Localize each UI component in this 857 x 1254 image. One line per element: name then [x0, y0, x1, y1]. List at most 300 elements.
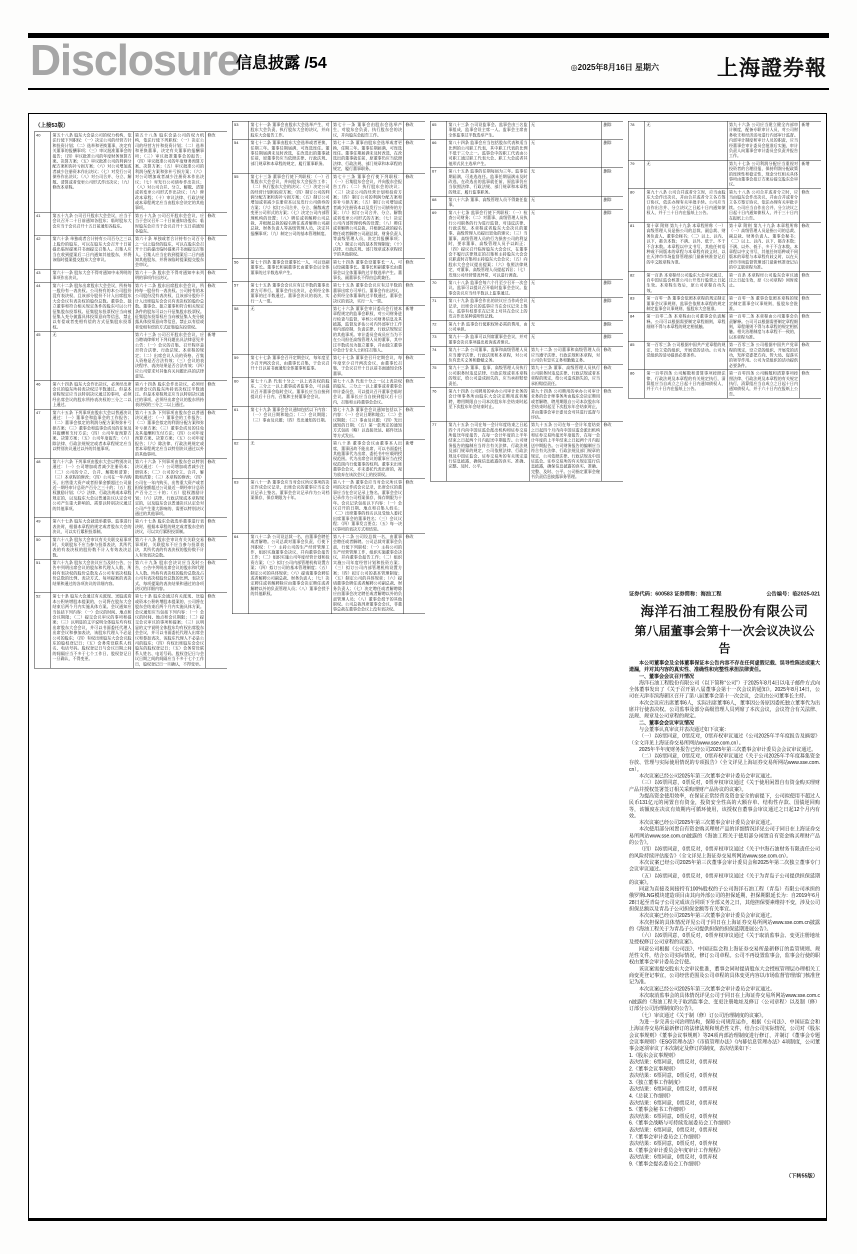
text-before-amendment: 第八十二条 公司设总裁一名，由董事会聘任或者解聘。公司总裁对董事会负责，行使下列职权：（一）主持公司的生产经营管理工作，组织实施董事会决议，并向董事会报告工作；（二）组织实施公司年度经营计划和投资方案；（三）拟订公司内部管理机构设置方案；（四）拟订公司的基本管理制度；（五）制定公司的具体规章；（六）提请董事会聘任或者解聘公司副总裁、财务负责人；（七）决定聘任或者解聘除应由董事会决定聘任或者解聘以外的负责管理人员；（八）董事会授予的其他职权。: [249, 533, 332, 613]
row-number: 48: [34, 458, 51, 518]
amendment-row: [628, 272, 821, 295]
amendment-row: [232, 305, 425, 354]
amendment-status: 修改: [206, 282, 227, 331]
company-name-title: 海洋石油工程股份有限公司: [640, 604, 809, 619]
row-number: 59: [232, 354, 249, 377]
amendment-status: 删除: [602, 196, 623, 209]
amendment-row: [34, 381, 227, 409]
amendment-row: [232, 139, 425, 173]
row-number: 49: [34, 518, 51, 536]
text-after-amendment: 第七十九条 董事会会议通知包括以下内容：（一）会议日期和地点；（二）会议期限；（三）事由及议题；（四）发出通知的日期；（五）第一款规定的通知方式包括（略）以直接送达、邮件送达等方式发出。: [333, 407, 402, 438]
amendment-status: 修改: [602, 364, 623, 387]
amendment-row: [430, 421, 623, 481]
text-before-amendment: 第九十一条 监事可以列席董事会会议，并对董事会决议事项提出质询或者建议。: [448, 334, 528, 345]
text-before-amendment: 第九十条 监事会行使职权所必需的费用，由公司承担。: [448, 321, 528, 332]
amendment-status: 修改: [206, 212, 227, 235]
announcement-paragraph: （一）以6票同意，0票反对，0票弃权审议通过《公司2025年半年度报告及摘要》（全文详见上海证券交易所网站www.sse.com.cn）。: [629, 733, 820, 746]
page-header: [28, 36, 829, 86]
text-before-amendment: 第六十条 单独或者合计持有公司百分之三以上股份的股东，可以在股东大会召开十日前提出临时提案并书面提交召集人。召集人应当在收到提案后二日内通知其他股东，并将该临时提案提交股东大会审议。: [51, 235, 134, 269]
text-before-amendment: 第一百条 本章程经公司股东大会审议通过，自中国证监会核准公司公开发行股票之日起生效。本章程生效后，原公司章程自动失效。: [646, 272, 726, 293]
announcement-title: 第八届董事会第十一次会议决议公告: [634, 624, 815, 656]
text-before-amendment: 第七十八条 代表十分之一以上表决权的股东、三分之一以上董事或者监事会，可以提议召开董事会临时会议。董事长应当自接到提议后十日内，召集和主持董事会会议。: [249, 378, 332, 406]
text-after-amendment: 第六十五条 下列事项由股东会以普通决议通过：（一）董事会的工作报告；（二）董事会拟定的利润分配方案和弥补亏损方案；（三）董事会成员的任免及其报酬和支付方法；（四）公司年度预算方案、决算方案；（五）公司年度报告；（六）除法律、行政法规规定或者本章程规定应当以特别决议通过以外的其他事项。: [135, 410, 204, 457]
text-after-amendment: 第六十八条 股东会审议有关关联交易事项时，关联股东不应当参与投票表决，其所代表的有表决权的股份数不计入有效表决总数。: [135, 537, 204, 558]
text-before-amendment: 第一百零一条 董事会依照本章程的规定制定董事会议事规则，监事会依照本章程的规定制定监事会议事规则，报股东大会批准。: [646, 296, 726, 311]
amendment-row: [430, 279, 623, 297]
text-before-amendment: 第九十八条 公司合并或者分立时，应当由股东大会作出决议，并由合并或者分立各方签订协议，依法办理有关审批手续。公司应当自作出合并、分立决议之日起十日内通知债权人，并于三十日内在报纸上公告。: [645, 189, 728, 223]
announcement-paragraph: 二、董事会会议审议情况: [639, 720, 694, 726]
amendment-row: [232, 479, 425, 533]
amendment-row: [430, 209, 623, 279]
amendment-status: 修改: [404, 259, 425, 282]
text-after-amendment: 无: [529, 139, 602, 167]
amendment-status: 修改: [404, 121, 425, 139]
amendment-row: [232, 440, 425, 479]
text-before-amendment: 无: [249, 305, 332, 354]
row-number: 52: [34, 593, 51, 668]
row-number: 51: [34, 559, 51, 593]
announcement-paragraph: 本次议案已经公司2025年第三次董事会审计委员会审议通过。: [639, 820, 776, 826]
amendment-row: [232, 282, 425, 305]
text-before-amendment: 第八十六条 董事、高级管理人员不得兼任监事。: [448, 197, 528, 208]
resolution-item-name: 7.《董事会审计委员会工作细则》: [629, 1134, 704, 1140]
amendment-status: 修改: [800, 222, 821, 271]
row-number: 60: [232, 378, 249, 406]
amendment-row: [232, 354, 425, 377]
announcement-paragraph: 本次担保的具体情况详见公司于同日在上海证券交易所网站www.sse.com.cn披露的《海油工程关于为青岛子公司提供担保的担保延期进展公告》。: [629, 919, 820, 932]
text-before-amendment: 第一百零三条 公司根据中国共产党章程的规定，设立党的组织，开展党的活动。公司为党组织的活动提供必要条件。: [645, 341, 728, 369]
stock-code-and-name: 证券代码：600583 证券简称：海油工程: [629, 591, 722, 597]
amendment-status: 修改: [404, 406, 425, 440]
resolution-vote-result: 表决结果：6票同意，0票反对，0票弃权: [629, 1113, 718, 1120]
text-before-amendment: 第七十条 股东大会通过有关派现、送股或资本公积转增股本提案的，公司将在股东大会结束后两个月内实施具体方案。会议通知应当包括下列内容：（一）会议的时间、地点和会议期限；（二）提交会议审议的事项和提案；（三）以明显的文字说明全体股东均有权出席股东大会会议，并可以书面委托代理人出席会议和参加表决，该股东代理人不必是公司的股东；（四）有权出席股东大会会议股东的股权登记日；（五）会务常设联系人姓名、电话号码。股权登记日与会议日期之间的间隔应当不多于七个工作日，股权登记日一旦确认，不得变更。: [51, 593, 134, 668]
amendment-row: [232, 378, 425, 406]
announcement-paragraph: （三）以6票同意，0票反对，0票弃权审议通过《关于使用闲置自有资金购买理财产品并授权签署签订相关采购理财产品协议的议案》。: [629, 780, 820, 793]
text-after-amendment: 无: [529, 297, 602, 320]
resolution-item-name: 3.《独立董事工作制度》: [629, 1079, 684, 1086]
announcement-number: 公告编号：临2025-021: [766, 591, 820, 597]
amendment-row: [34, 212, 227, 235]
section-title: [236, 50, 327, 73]
text-after-amendment: 第七十条 股东会通过有关派现、送股或资本公积转增股本提案的，公司将在股东会结束后两个月内实施具体方案。会议通知应当包括下列内容：（一）会议的时间、地点和会议期限；（二）提交会议审议的事项和提案；（三）以明显的文字说明全体股东均有权出席股东会会议，并可以书面委托代理人出席会议和参加表决，该股东代理人不必是公司的股东；（四）有权出席股东会会议股东的股权登记日；（五）会务常设联系人姓名、电话号码。股权登记日与会议日期之间的间隔应当不多于七个工作日，股权登记日一旦确认，不得变更。: [135, 594, 204, 667]
section-name: 信息披露: [236, 55, 301, 72]
text-after-amendment: 第六十七条 股东会就选举董事进行表决时，根据本章程的规定或者股东会的决议，可以实行累积投票制。: [135, 519, 204, 535]
text-before-amendment: 第五十九条 公司召开股东大会会议，应当于会议召开二十日前通知各股东；临时股东大会应当于会议召开十五日前通知各股东。: [51, 212, 134, 235]
text-after-amendment: 第八十一条 董事会应当对会议所议事项的决定作成会议记录，出席会议的董事应当在会议记录上签名。董事会会议记录作为公司档案保存，保存期限为十年。会议记录包括以下内容：（一）会议召开的日期、地点和召集人姓名；（二）出席董事的姓名以及受他人委托出席董事会的董事姓名；（三）会议议程；（四）董事发言要点；（五）每一决议事项的表决方式和结果。: [333, 480, 402, 532]
row-number: 57: [232, 282, 249, 305]
amendment-row: [34, 235, 227, 269]
resolution-vote-result: 表决结果：6票同意，0票反对，0票弃权: [629, 1154, 718, 1161]
row-number: 41: [34, 212, 51, 235]
row-number: 85: [628, 341, 645, 369]
amendment-status: 新增: [404, 305, 425, 354]
announcement-paragraph: 海洋石油工程股份有限公司（以下简称“公司”）于2025年8月4日以电子邮件方式向全体董事发出了《关于召开第八届董事会第十一次会议的通知》。2025年8月14日，公司在天津市滨海新区召开了第八届董事会第十一次会议，会议由公司董事长主持。: [629, 680, 820, 700]
amendment-row: [34, 331, 227, 380]
text-before-amendment: 第八十一条 董事会应当对会议所议事项的决定作成会议记录，出席会议的董事应当在会议记录上签名。董事会会议记录作为公司档案保存，保存期限为十年。: [249, 479, 332, 533]
row-number: 75: [430, 364, 447, 387]
announcement-paragraph: （六）以6票同意，0票反对，0票弃权审议通过《关于取消监事会、变更注册地址及授权修订公司章程的议案》。: [629, 933, 820, 946]
text-before-amendment: 第十章 附则 第九十九条 本章程所称（一）高级管理人员是指公司的总裁、副总裁、财务负责人、董事会秘书；（二）以上、以内、以下，都含本数；不满、以外、低于、多于不含本数。本章程以中文书写，其他任何语种或不同版本的章程与本章程有歧义时，以在天津市市场监督管理部门最新核准登记后的中文版章程为准。: [645, 222, 728, 271]
amendment-column-1: [34, 121, 227, 1207]
text-after-amendment: 第五十八条 股东会是公司的权力机构，依法行使下列职权：（一）决定公司的经营方针和投资计划；（二）选举和更换董事，决定有关董事的报酬事项；（三）审议批准董事会的报告；（四）审议批准公司的年度财务预算方案、决算方案；（五）审议批准公司的利润分配方案和弥补亏损方案；（六）对公司增加或者减少注册资本作出决议；（七）对发行公司债券作出决议；（八）对公司合并、分立、解散、清算或者变更公司形式作出决议；（九）修改本章程；（十）审议法律、行政法规或本章程规定应当由股东会决定的其他事项。: [135, 133, 204, 211]
text-after-amendment: 第八十条 董事会会议由董事本人出席，董事因故不能出席，可以书面委托其他董事代为出席，委托书中应载明授权范围。代为出席会议的董事应当在授权范围内行使董事的权利。董事未出席董事会会议，亦未委托代表出席的，视为放弃在该次会议上的投票权。: [333, 441, 402, 477]
text-after-amendment: 无: [529, 121, 602, 139]
amendment-status: 修改: [206, 593, 227, 668]
text-after-amendment: 第七十三条 董事会行使下列职权：（一）召集股东会会议，并向股东会报告工作；（二）执行股东会的决议；（三）决定公司的经营计划和投资方案；（四）制订公司的利润分配方案和弥补亏损方案；（五）制订公司增加或者减少注册资本以及发行公司债券的方案；（六）拟订公司合并、分立、解散或者变更公司形式的方案；（七）决定公司内部管理机构的设置；（八）聘任或者解聘公司总裁，并根据总裁的提名聘任或者解聘公司副总裁、财务负责人等高级管理人员，决定其报酬事项；（九）制定公司的基本管理制度；（十）法律、行政法规、部门规章或本章程授予的其他职权。: [333, 174, 402, 257]
amendment-status: 修改: [404, 354, 425, 377]
row-number: 67: [430, 168, 447, 196]
header-divider: [28, 88, 829, 90]
resolution-vote-result: 表决结果：6票同意，0票反对，0票弃权: [629, 1100, 718, 1106]
text-after-amendment: 第五十九条 公司召开股东会会议，应当于会议召开二十日前通知各股东；临时股东会应当于会议召开十五日前通知各股东。: [135, 213, 204, 234]
amendment-status: 修改: [206, 381, 227, 409]
text-after-amendment: 第六十三条 公司召开股东会会议，应当聘请律师对下列问题出具法律意见并公告：（一）会议的召集、召开程序是否符合法律、行政法规、本章程的规定；（二）出席会议人员的资格、召集人资格是否合法有效；（三）会议的表决程序、表决结果是否合法有效；（四）应公司要求对其他有关问题出具的法律意见。: [135, 332, 204, 379]
resolution-vote-result: 表决结果：6票同意，0票反对，0票弃权: [629, 1086, 718, 1093]
announcement-paragraph: 该议案需提交股东大会审议批准，董事会同时提请股东大会授权管理层办理相关工商变更登记事宜，公司经营范围及公司章程的具体变更内容以市场监督管理部门核准登记为准。: [629, 966, 820, 986]
text-after-amendment: 无: [529, 196, 602, 209]
amendment-status: 删除: [602, 168, 623, 196]
text-after-amendment: 第七十二条 董事由股东会选举或者更换，任期三年。董事任期届满，可连选连任。董事任期届满未及时改选，在改选出的董事就任前，原董事仍应当依照法律、行政法规、部门规章和本章程的规定，履行董事职务。: [333, 140, 402, 172]
announcement-paragraph: （二）以6票同意，0票反对，0票弃权审议通过《关于公司2025年半年度募集资金存放、管理与实际使用情况的专项报告》（全文详见上海证券交易所网站www.sse.com.cn）。: [629, 753, 820, 773]
amendment-status: 修改: [800, 189, 821, 223]
amendment-table-4: [628, 121, 821, 399]
amendment-row: [34, 559, 227, 593]
text-before-amendment: 第六十一条 股东大会不得对通知中未列明的事项作出决议。: [52, 270, 132, 281]
announcement-paragraph: 一、董事会会议召开情况: [639, 673, 694, 680]
row-number: 45: [34, 331, 51, 380]
text-after-amendment: 第九十七条 公司利润分配应当重视对投资者的合理回报，保持利润分配政策的连续性和稳定性，现金分红相关具体事项由董事会拟订方案后提交股东会审议。: [729, 161, 798, 187]
row-number: 56: [232, 259, 249, 282]
row-number: 84: [628, 313, 645, 341]
board-resolution-announcement: [628, 585, 821, 1179]
resolution-item-name: 9.《董事会提名委员会工作细则》: [629, 1161, 704, 1168]
amendment-row: [430, 121, 623, 139]
text-before-amendment: 第八十九条 监事会作出的决议应当作成会议记录，出席会议的监事应当在会议记录上签名。监事有权要求在记录上对其在会议上的发言作出某种说明性记载。: [448, 298, 528, 319]
disclosure-brand-title: Disclosure: [30, 36, 240, 85]
amendment-row: [430, 388, 623, 422]
text-after-amendment: 无: [529, 168, 602, 196]
amendment-status: 删除: [602, 333, 623, 346]
text-after-amendment: 第一百零一条 董事会依照本章程的规定制定董事会议事规则，报股东会批准。: [729, 296, 798, 311]
securities-code-line: [629, 590, 820, 598]
amendment-table-2: [232, 121, 425, 614]
text-after-amendment: 第九十三条 董事、高级管理人员执行公司职务时违反法律、行政法规或者本章程的规定，给公司造成损失的，应当承担赔偿责任。: [531, 365, 600, 386]
text-after-amendment: 第九十六条 公司应当建立健全内部审计制度，配备专职审计人员，对公司财务收支和经济活动进行内部审计监督。内部审计制度和审计人员的职责，应当经董事会审计委员会批准后实施，审计负责人向董事会审计委员会负责并报告工作。: [729, 122, 798, 159]
announcement-paragraph: 同意为直接及间接持有100%股权的子公司海洋石油工程（青岛）有限公司承担的俄罗斯LNG模块建造项目由其向外部公司的担保延期，担保期限延长为：自2019年6月28日起至青岛子公司完成该合同项下全部义务之日，其他担保要素维持不变，涉及公司担保总额以及青岛子公司担保金额等有关事宜。: [629, 886, 820, 912]
amendment-status: 修改: [800, 295, 821, 313]
amendment-row: [34, 593, 227, 668]
text-after-amendment: 第一百条 本章程经公司股东会审议通过之日起生效，原《公司章程》同时废止。: [727, 272, 800, 295]
amendment-status: 修改: [206, 458, 227, 518]
text-before-amendment: 第七十二条 董事由股东大会选举或者更换，任期三年。董事任期届满，可连选连任。董事任期届满未及时改选，在改选出的董事就任前，原董事仍应当依照法律、行政法规、部门规章和本章程的规定，履行董事职务。: [249, 139, 332, 173]
text-before-amendment: 无: [51, 331, 134, 380]
amendment-row: [430, 333, 623, 346]
amendment-row: [628, 160, 821, 188]
amendment-row: [34, 518, 227, 536]
text-before-amendment: 无: [645, 121, 728, 160]
text-after-amendment: 第七十五条 董事会会议应有过半数的董事出席方可举行。董事会作出决议，必须经全体董事的过半数通过。董事会决议的表决，实行一人一票。: [333, 283, 402, 304]
amendment-status: 修改: [800, 272, 821, 295]
amendment-row: [628, 222, 821, 271]
row-number: 61: [232, 406, 249, 440]
amendment-row: [430, 297, 623, 320]
row-number: 78: [628, 121, 645, 160]
row-number: 46: [34, 381, 51, 409]
amendment-status: 删除: [602, 279, 623, 297]
amendment-column-4: [628, 121, 821, 1207]
announcement-paragraph: 本次会议应出席董事6人，实际出席董事6人，董事因公务原因委托独立董事代为出席并行使表决权。公司监事及部分高级管理人员列席了本次会议，会议符合有关法律、法规、规章及公司章程的规定。: [629, 700, 820, 720]
text-after-amendment: 第一百零三条 公司根据中国共产党章程的规定，设立党的组织，开展党的活动，发挥党委把方向、管大局、促落实的领导作用。公司为党组织的活动提供必要条件。: [729, 342, 798, 368]
text-after-amendment: 第六十一条 股东会不得对通知中未列明的事项作出决议。: [135, 270, 204, 281]
text-before-amendment: 第五十八条 股东大会是公司的权力机构，依法行使下列职权：（一）决定公司的经营方针和投资计划；（二）选举和更换董事，决定有关董事的报酬事项；（三）审议批准董事会的报告；（四）审议批准公司的年度财务预算方案、决算方案；（五）审议批准公司的利润分配方案和弥补亏损方案；（六）对公司增加或者减少注册资本作出决议；（七）对发行公司债券作出决议；（八）对公司合并、分立、解散、清算或者变更公司形式作出决议；（九）修改本章程。: [51, 132, 134, 212]
amendment-row: [34, 269, 227, 282]
text-after-amendment: 第九十二条 公司董事和高级管理人员应当遵守法律、行政法规和本章程，对公司负有忠实义务和勤勉义务。: [531, 347, 600, 363]
column-layout: [29, 114, 826, 1213]
amendment-row: [430, 346, 623, 364]
text-after-amendment: 第六十二条 股东出席股东会会议，所持每一股份有一表决权。公司持有的本公司股份没有表决权，且该部分股份不计入出席股东会会议有表决权的股份总数。董事会、独立董事和符合相关规定条件的股东可以公开征集股东投票权。征集股东投票权应当向被征集人充分披露具体投票意向等信息，禁止以有偿或者变相有偿的方式征集股东投票权。: [135, 283, 204, 330]
announcement-paragraph: 本次议案已经公司2025年第三次董事会审计委员会审议通过。: [639, 773, 776, 780]
announcement-paragraph: 本次议案已经公司2025年第三次董事会审计委员会审议通过。: [639, 986, 776, 992]
resolution-vote-result: 表决结果：6票同意，0票反对，0票弃权: [629, 1073, 718, 1079]
text-before-amendment: 第八十七条 监事会行使下列职权：（一）检查公司财务；（二）对董事、高级管理人员执行公司职务的行为进行监督，对违反法律、行政法规、本章程或者股东大会决议的董事、高级管理人员提出罢免的建议；（三）当董事、高级管理人员的行为损害公司的利益时，要求董事、高级管理人员予以纠正；（四）提议召开临时股东大会会议，在董事会不履行法律规定的召集和主持股东大会会议职责时召集和主持股东大会会议；（五）向股东大会会议提出提案；（六）依照法律规定，对董事、高级管理人员提起诉讼；（七）发现公司经营情况异常，可以进行调查。: [448, 210, 528, 278]
amendment-status: 修改: [404, 533, 425, 613]
announcement-paragraph: （五）以6票同意，0票反对，0票弃权审议通过《关于为青岛子公司提供担保延期的议案》。: [629, 873, 820, 886]
amendment-status: 删除: [602, 121, 623, 139]
amendment-status: 修改: [800, 370, 821, 398]
resolution-item-name: 4.《总裁工作细则》: [629, 1093, 674, 1100]
text-after-amendment: 第一百零四条 公司解散和清算事项按照法律、行政法规及本章程的有关规定执行，清算组应当自成立之日起十日内通知债权人，并于六十日内在报纸上公告。: [729, 371, 798, 397]
row-number: 83: [628, 295, 645, 313]
announcement-body: [629, 660, 820, 1052]
text-before-amendment: 第六十七条 股东大会就选举董事、监事进行表决时，根据本章程的规定或者股东大会的决议，可以实行累积投票制。: [52, 519, 132, 535]
amendment-status: 删除: [602, 209, 623, 279]
amendment-table-4-clip: [628, 121, 821, 585]
amendment-status: 修改: [206, 559, 227, 593]
amendment-row: [628, 313, 821, 341]
row-number: 62: [232, 440, 249, 479]
amendment-row: [232, 406, 425, 440]
text-after-amendment: 第十章 附则 第九十九条 本章程所称（一）高级管理人员是指公司的总裁、副总裁、财务负责人、董事会秘书；（二）以上、以内、以下，都含本数；不满、以外、低于、多于不含本数。本章程以中文书写，其他任何语种或不同版本的章程与本章程有歧义时，以在天津市市场监督管理部门最新核准登记后的中文版章程为准。: [729, 223, 798, 270]
amendment-status: 修改: [206, 536, 227, 559]
resolution-item-name: 6.《董事会战略与可持续发展委员会工作细则》: [629, 1120, 734, 1127]
text-before-amendment: 第六十五条 下列事项由股东大会以普通决议通过：（一）董事会和监事会的工作报告；（二）董事会拟定的利润分配方案和弥补亏损方案；（三）董事会和监事会成员的任免及其报酬和支付方法；（四）公司年度预算方案、决算方案；（五）公司年度报告；（六）除法律、行政法规规定或者本章程规定应当以特别决议通过以外的其他事项。: [51, 409, 134, 458]
text-before-amendment: 第七十四条 董事会设董事长一人，可以设副董事长。董事长和副董事长由董事会以全体董事的过半数选举产生。: [249, 259, 332, 282]
content-frame: [28, 113, 827, 1221]
amendment-status: 修改: [602, 421, 623, 481]
amendment-table-3: [430, 121, 623, 481]
text-before-amendment: 第九十三条 董事、监事、高级管理人员执行公司职务时违反法律、行政法规或者本章程的规定，给公司造成损失的，应当承担赔偿责任。: [448, 365, 528, 386]
announcement-paragraph: 为提高资金使用效率，在保证正常经营及资金安全的前提下，公司拟使用不超过人民币131亿元的闲置自有资金，投资安全性高的大额存单、结构性存款、国债逆回购等，该额度在决议有效期内可循环使用，该授权自董事会审议通过之日起12个月内有效。: [629, 793, 820, 819]
text-after-amendment: 第八十二条 公司设总裁一名，由董事会聘任或者解聘。公司总裁对董事会负责，行使下列职权：（一）主持公司的生产经营管理工作，组织实施董事会决议，并向董事会报告工作；（二）组织实施公司年度经营计划和投资方案；（三）拟订公司内部管理机构设置方案；（四）拟订公司的基本管理制度；（五）制定公司的具体规章；（六）提请董事会聘任或者解聘公司副总裁、财务负责人；（七）决定聘任或者解聘除应由董事会决定聘任或者解聘以外的负责管理人员；（八）董事会授予的其他职权。公司总裁列席董事会会议，非董事总裁在董事会会议上没有表决权。: [333, 534, 402, 612]
row-number: 63: [232, 479, 249, 533]
amendment-status: 修改: [602, 388, 623, 422]
row-number: 42: [34, 235, 51, 269]
text-before-amendment: 第九十四条 公司聘用的承办公司审计业务的会计师事务所由股东大会决定聘用或者解聘，聘用期限自公司本次股东年会结束时起至下次股东年会结束时止。: [447, 388, 530, 422]
amendment-row: [232, 259, 425, 282]
amendment-status: 修改: [404, 282, 425, 305]
row-number: 53: [232, 121, 249, 139]
amendment-status: 修改: [404, 139, 425, 173]
resolution-vote-result: 表决结果：6票同意，0票反对，0票弃权: [629, 1141, 718, 1147]
amendment-column-2: [232, 121, 425, 1207]
text-before-amendment: 第六十八条 股东大会审议有关关联交易事项时，关联股东不应当参与投票表决，其所代表的有表决权的股份数不计入有效表决总数。: [52, 537, 132, 558]
row-number: 68: [430, 196, 447, 209]
resolution-item-name: 1.《股东会议事规则》: [629, 1052, 679, 1059]
row-number: 76: [430, 388, 447, 422]
amendment-status: 修改: [602, 346, 623, 364]
text-before-amendment: 第八十八条 监事会每六个月至少召开一次会议。监事可以提议召开临时监事会会议。监事会决议应当经半数以上监事通过。: [448, 280, 528, 296]
text-after-amendment: 第一百零二条 本章程由公司董事会负责解释。公司可以根据需要制定章程细则，章程细则不得与本章程的规定相抵触。相关治理制度与本章程不一致的，以本章程为准。: [729, 314, 798, 340]
row-number: 72: [430, 321, 447, 334]
amendment-status: 修改: [800, 341, 821, 369]
amendment-column-3: [430, 121, 623, 1207]
announcement-paragraph: 本次使用部分闲置自有资金购买理财产品的详细情况详见公司于同日在上海证券交易所网站www.sse.com.cn披露的《海油工程关于使用部分闲置自有资金购买理财产品的公告》。: [629, 826, 820, 846]
row-number: 80: [628, 189, 645, 223]
text-before-amendment: 第七十五条 董事会会议应有过半数的董事出席方可举行。董事会作出决议，必须经全体董事的过半数通过。董事会决议的表决，实行一人一票。: [250, 283, 330, 304]
announcement-paragraph: 为进一步完善公司治理结构，保障公司规范运作，根据《公司法》、中国证监会和上海证券交易所最新修订的法律法规和规范性文件，结合公司实际情况，公司对《股东会议事规则》《董事会议事规则》等24项内部治理制度进行修订，并制订《董事会专题会议事规则》《ESG管理办法》《市值管理办法》《内幕信息管理办法》4项制度，公司董事会逐项审议了本次制定及修订的制度，表决结果如下：: [629, 1019, 820, 1052]
amendment-status: 删除: [602, 139, 623, 167]
text-after-amendment: 第六十六条 下列事项由股东会以特别决议通过：（一）公司增加或者减少注册资本；（二）公司的分立、合并、解散和清算；（三）本章程的修改；（四）公司在一年内购买、出售重大资产或者担保金额超过公司最近一期经审计总资产百分之三十的；（五）股权激励计划；（六）法律、行政法规或本章程规定的，以及股东会以普通决议认定会对公司产生重大影响的、需要以特别决议通过的其他事项。: [135, 459, 204, 516]
row-number: 43: [34, 269, 51, 282]
date-line: ◎2025年8月16日 星期六: [570, 63, 659, 72]
amendment-row: [34, 536, 227, 559]
amendment-status: 修改: [206, 235, 227, 269]
amendment-row: [232, 533, 425, 613]
amendment-row: [34, 409, 227, 458]
amendment-status: 新增: [800, 121, 821, 160]
row-number: 79: [628, 160, 645, 188]
row-number: 71: [430, 297, 447, 320]
resolution-item-name: 2.《董事会议事规则》: [629, 1066, 679, 1072]
text-after-amendment: 第六十四条 股东会作出决议，必须经出席会议的股东所持表决权过半数通过。但是本章程规定应当以特别决议通过的事项，必须经出席会议的股东所持表决权的三分之二以上通过。: [135, 381, 204, 408]
amendment-status: 删除: [602, 297, 623, 320]
amendment-row: [430, 196, 623, 209]
text-after-amendment: 第六十条 单独或者合计持有公司百分之一以上股份的股东，可以在股东会召开十日前提出临时提案并书面提交召集人。召集人应当在收到提案后二日内通知其他股东，并将该临时提案提交股东会审议。: [135, 236, 204, 268]
text-after-amendment: 无: [529, 279, 602, 297]
text-after-amendment: 第六十九条 股东会决议应当及时公告，公告中列明出席会议的股东和代理人人数、所持有表决权的股份总数及占公司有表决权股份总数的比例、表决方式、每项提案的表决结果和通过的各项决议的详细内容。: [135, 560, 204, 592]
text-after-amendment: 第七十七条 董事会召开定期会议，每年度至少召开两次会议，由董事长召集，于会议召开十日以前书面通知全体董事。: [333, 355, 402, 376]
text-before-amendment: 第七十七条 董事会召开定期会议，每年度至少召开两次会议，由董事长召集，于会议召开十日以前书面通知全体董事和监事。: [249, 354, 332, 377]
text-before-amendment: 第九十二条 公司董事、监事和高级管理人员应当遵守法律、行政法规和本章程，对公司负有忠实义务和勤勉义务。: [448, 347, 528, 363]
text-before-amendment: 第七十一条 董事会由股东大会选举产生，对股东大会负责，执行股东大会的决议，并向股东大会报告工作。: [250, 122, 330, 138]
row-number: 58: [232, 305, 249, 354]
text-after-amendment: 无: [529, 209, 602, 279]
row-number: 81: [628, 222, 645, 271]
row-number: 86: [628, 370, 645, 398]
text-after-amendment: 无: [529, 333, 602, 346]
row-number: 64: [232, 533, 249, 613]
amendment-status: 修改: [404, 173, 425, 259]
text-before-amendment: 第一百零二条 本章程由公司董事会负责解释。公司可以根据需要制定章程细则，章程细则不得与本章程的规定相抵触。: [645, 313, 728, 341]
resolution-item-name: 8.《董事会审计委员会年度审计工作规程》: [629, 1147, 724, 1154]
amendment-status: 修改: [206, 409, 227, 458]
row-number: 65: [430, 121, 447, 139]
amendment-status: 修改: [800, 313, 821, 341]
row-number: 50: [34, 536, 51, 559]
row-number: 54: [232, 139, 249, 173]
announcement-paragraph: 同意公司根据《公司法》、中国证监会和上海证券交易所最新修订的监管规则、规范性文件，结合公司实际情况，修订公司章程。公司不再设置监事会，监事会行使的职权由董事会审计委员会行使。: [629, 946, 820, 966]
text-before-amendment: 第九十五条 公司在每一会计年度结束之日起四个月内向中国证监会派出机构和证券交易所报送年度报告，在每一会计年度的上半年结束之日起两个月内报送中期报告。公司财务报告的编制应当符合有关法律、行政法规及部门规章的规定，公司依照法律、行政法规及中国证监会、证券交易所的有关规定进行信息披露，确保信息披露的真实、准确、完整、及时、公平。: [447, 421, 530, 481]
amendment-status: 修改: [206, 518, 227, 536]
announcement-paragraph: 与会董事认真审议并表决通过如下议案：: [639, 726, 729, 733]
text-before-amendment: 第六十四条 股东大会作出决议，必须经出席会议的股东所持表决权过半数通过。但是本章程规定应当以特别决议通过的事项，必须经出席会议的股东所持表决权的三分之二以上通过。: [52, 381, 132, 408]
text-before-amendment: 第六十六条 下列事项由股东大会以特别决议通过：（一）公司增加或者减少注册资本；（二）公司的分立、合并、解散和清算；（三）本章程的修改；（四）公司在一年内购买、出售重大资产或者担保金额超过公司最近一期经审计总资产百分之三十的；（五）股权激励计划；（六）法律、行政法规或本章程规定的，以及股东大会以普通决议认定会对公司产生重大影响的、需要以特别决议通过的其他事项。: [51, 458, 134, 518]
announcement-paragraph: 本公司董事会及全体董事保证本公告内容不存在任何虚假记载、误导性陈述或重大遗漏，并对其内容的真实性、准确性和完整性承担法律责任。: [629, 660, 820, 673]
amendment-row: [232, 121, 425, 139]
amendment-row: [628, 370, 821, 398]
amendment-status: 修改: [404, 378, 425, 406]
amendment-row: [628, 341, 821, 369]
resolution-vote-result: 表决结果：6票同意，0票反对，0票弃权: [629, 1059, 718, 1066]
amendment-status: 新增: [206, 331, 227, 380]
amendment-row: [34, 132, 227, 212]
amendment-status: 修改: [206, 269, 227, 282]
text-after-amendment: 第七十八条 代表十分之一以上表决权的股东、三分之一以上董事或者董事会审计委员会，可以提议召开董事会临时会议。董事长应当自接到提议后十日内，召集和主持董事会会议。: [333, 378, 402, 405]
row-number: 70: [430, 279, 447, 297]
row-number: 40: [34, 132, 51, 212]
text-after-amendment: 第七十四条 董事会设董事长一人，可以设副董事长。董事长和副董事长由董事会以全体董事的过半数选举产生。董事长、副董事长不得由总裁兼任。: [333, 259, 402, 280]
row-number: 82: [628, 272, 645, 295]
text-after-amendment: 无: [529, 321, 602, 334]
amendment-row: [34, 282, 227, 331]
announcement-paragraph: 本次议案已经公司2025年第三次董事会审计委员会和2025年第二次独立董事专门会议审议通过。: [629, 859, 820, 873]
row-number: 77: [430, 421, 447, 481]
amendment-row: [430, 364, 623, 387]
continued-to-note: （下转55版）: [785, 1172, 818, 1179]
amendment-row: [628, 121, 821, 160]
amendment-status: 删除: [602, 321, 623, 334]
announcement-paragraph: 本次取消监事会的具体情况详见公司于同日在上海证券交易所网站www.sse.com.cn披露的《海油工程关于取消监事会、变更注册地址及修订〈公司章程〉以及制（修）订部分公司治理制度的公告》。: [629, 992, 820, 1012]
newspaper-masthead: 上海證券報: [717, 55, 827, 80]
row-number: 74: [430, 346, 447, 364]
text-after-amendment: 第九十四条 公司聘用的承办公司审计业务的会计师事务所由股东会决定聘用或者解聘，聘用期限自公司本次股东年会结束时起至下次股东年会结束时止，并由董事会审计委员会对其进行监督与评估。: [531, 388, 600, 420]
amendment-row: [34, 458, 227, 518]
text-before-amendment: 第六十九条 股东大会决议应当及时公告，公告中列明出席会议的股东和代理人人数、所持有表决权的股份总数及占公司有表决权股份总数的比例、表决方式、每项提案的表决结果和通过的各项决议的详细内容。: [51, 559, 134, 593]
text-before-amendment: 第六十二条 股东出席股东大会会议，所持每一股份有一表决权。公司持有的本公司股份没有表决权，且该部分股份不计入出席股东大会会议有表决权的股份总数。董事会、独立董事和符合相关规定条件的股东可以公开征集股东投票权。征集股东投票权应当向被征集人充分披露具体投票意向等信息，禁止以有偿或者变相有偿的方式征集股东投票权。: [52, 283, 132, 330]
amendment-row: [430, 139, 623, 167]
resolution-item-name: 5.《董事会秘书工作细则》: [629, 1107, 689, 1113]
row-number: 47: [34, 409, 51, 458]
continued-from-note: （上接53版）: [35, 122, 69, 129]
text-after-amendment: 第九十五条 公司在每一会计年度结束之日起四个月内向中国证监会派出机构和证券交易所报送年度报告，在每一会计年度的上半年结束之日起两个月内报送中期报告。公司财务报告的编制应当符合有关法律、行政法规及部门规章的规定，公司依照法律、行政法规及中国证监会、证券交易所的有关规定进行信息披露，确保信息披露的真实、准确、完整、及时、公平。公司指定董事会秘书负责信息披露事务管理。: [531, 422, 600, 480]
row-number: 73: [430, 333, 447, 346]
amendment-status: 新增: [404, 440, 425, 479]
row-number: 44: [34, 282, 51, 331]
amendment-status: 修改: [206, 132, 227, 212]
amendment-table-1: [34, 132, 227, 669]
resolution-vote-result: 表决结果：6票同意，0票反对，0票弃权: [629, 1127, 718, 1134]
announcement-paragraph: 本次议案已经公司2025年第三次董事会审计委员会审议通过。: [639, 913, 776, 919]
row-number: 55: [232, 173, 249, 259]
amendment-row: [430, 321, 623, 334]
announcement-paragraph: 2025年半年度财务报告已经公司2025年第三次董事会审计委员会会议审议通过。: [639, 746, 817, 753]
text-before-amendment: 第一百零四条 公司解散和清算事项按照法律、行政法规及本章程的有关规定执行，清算组应当自成立之日起十日内通知债权人，并于六十日内在报纸上公告。: [645, 370, 728, 398]
announcement-paragraph: （四）以6票同意，0票反对，0票弃权审议通过《关于中海石油财务有限责任公司的风险持续评估报告》（全文详见上海证券交易所网站www.sse.com.cn）。: [629, 846, 820, 859]
row-number: 66: [430, 139, 447, 167]
amendment-status: 新增: [800, 160, 821, 188]
amendment-row: [430, 168, 623, 196]
text-before-amendment: 无: [645, 160, 728, 188]
row-number: 69: [430, 209, 447, 279]
text-before-amendment: 第八十三条 公司设监事会。监事会由三名监事组成，监事会设主席一人。监事会主席由全体监事过半数选举产生。: [448, 122, 528, 138]
text-after-amendment: 第九十八条 公司合并或者分立时，应当由股东会作出决议，并由合并或者分立各方签订协议，依法办理有关审批手续。公司应当自作出合并、分立决议之日起十日内通知债权人，并于三十日内在报纸上公告。: [729, 189, 798, 221]
amendment-status: 修改: [404, 479, 425, 533]
amendment-row: [628, 295, 821, 313]
text-before-amendment: 无: [249, 440, 332, 479]
text-before-amendment: 第八十四条 监事会应当包括股东代表和适当比例的公司职工代表，其中职工代表的比例不低于三分之一。监事会中的职工代表由公司职工通过职工代表大会、职工大会或者其他形式民主选举产生。: [448, 140, 528, 166]
page-number: /54: [304, 55, 327, 72]
amendment-row: [628, 189, 821, 223]
